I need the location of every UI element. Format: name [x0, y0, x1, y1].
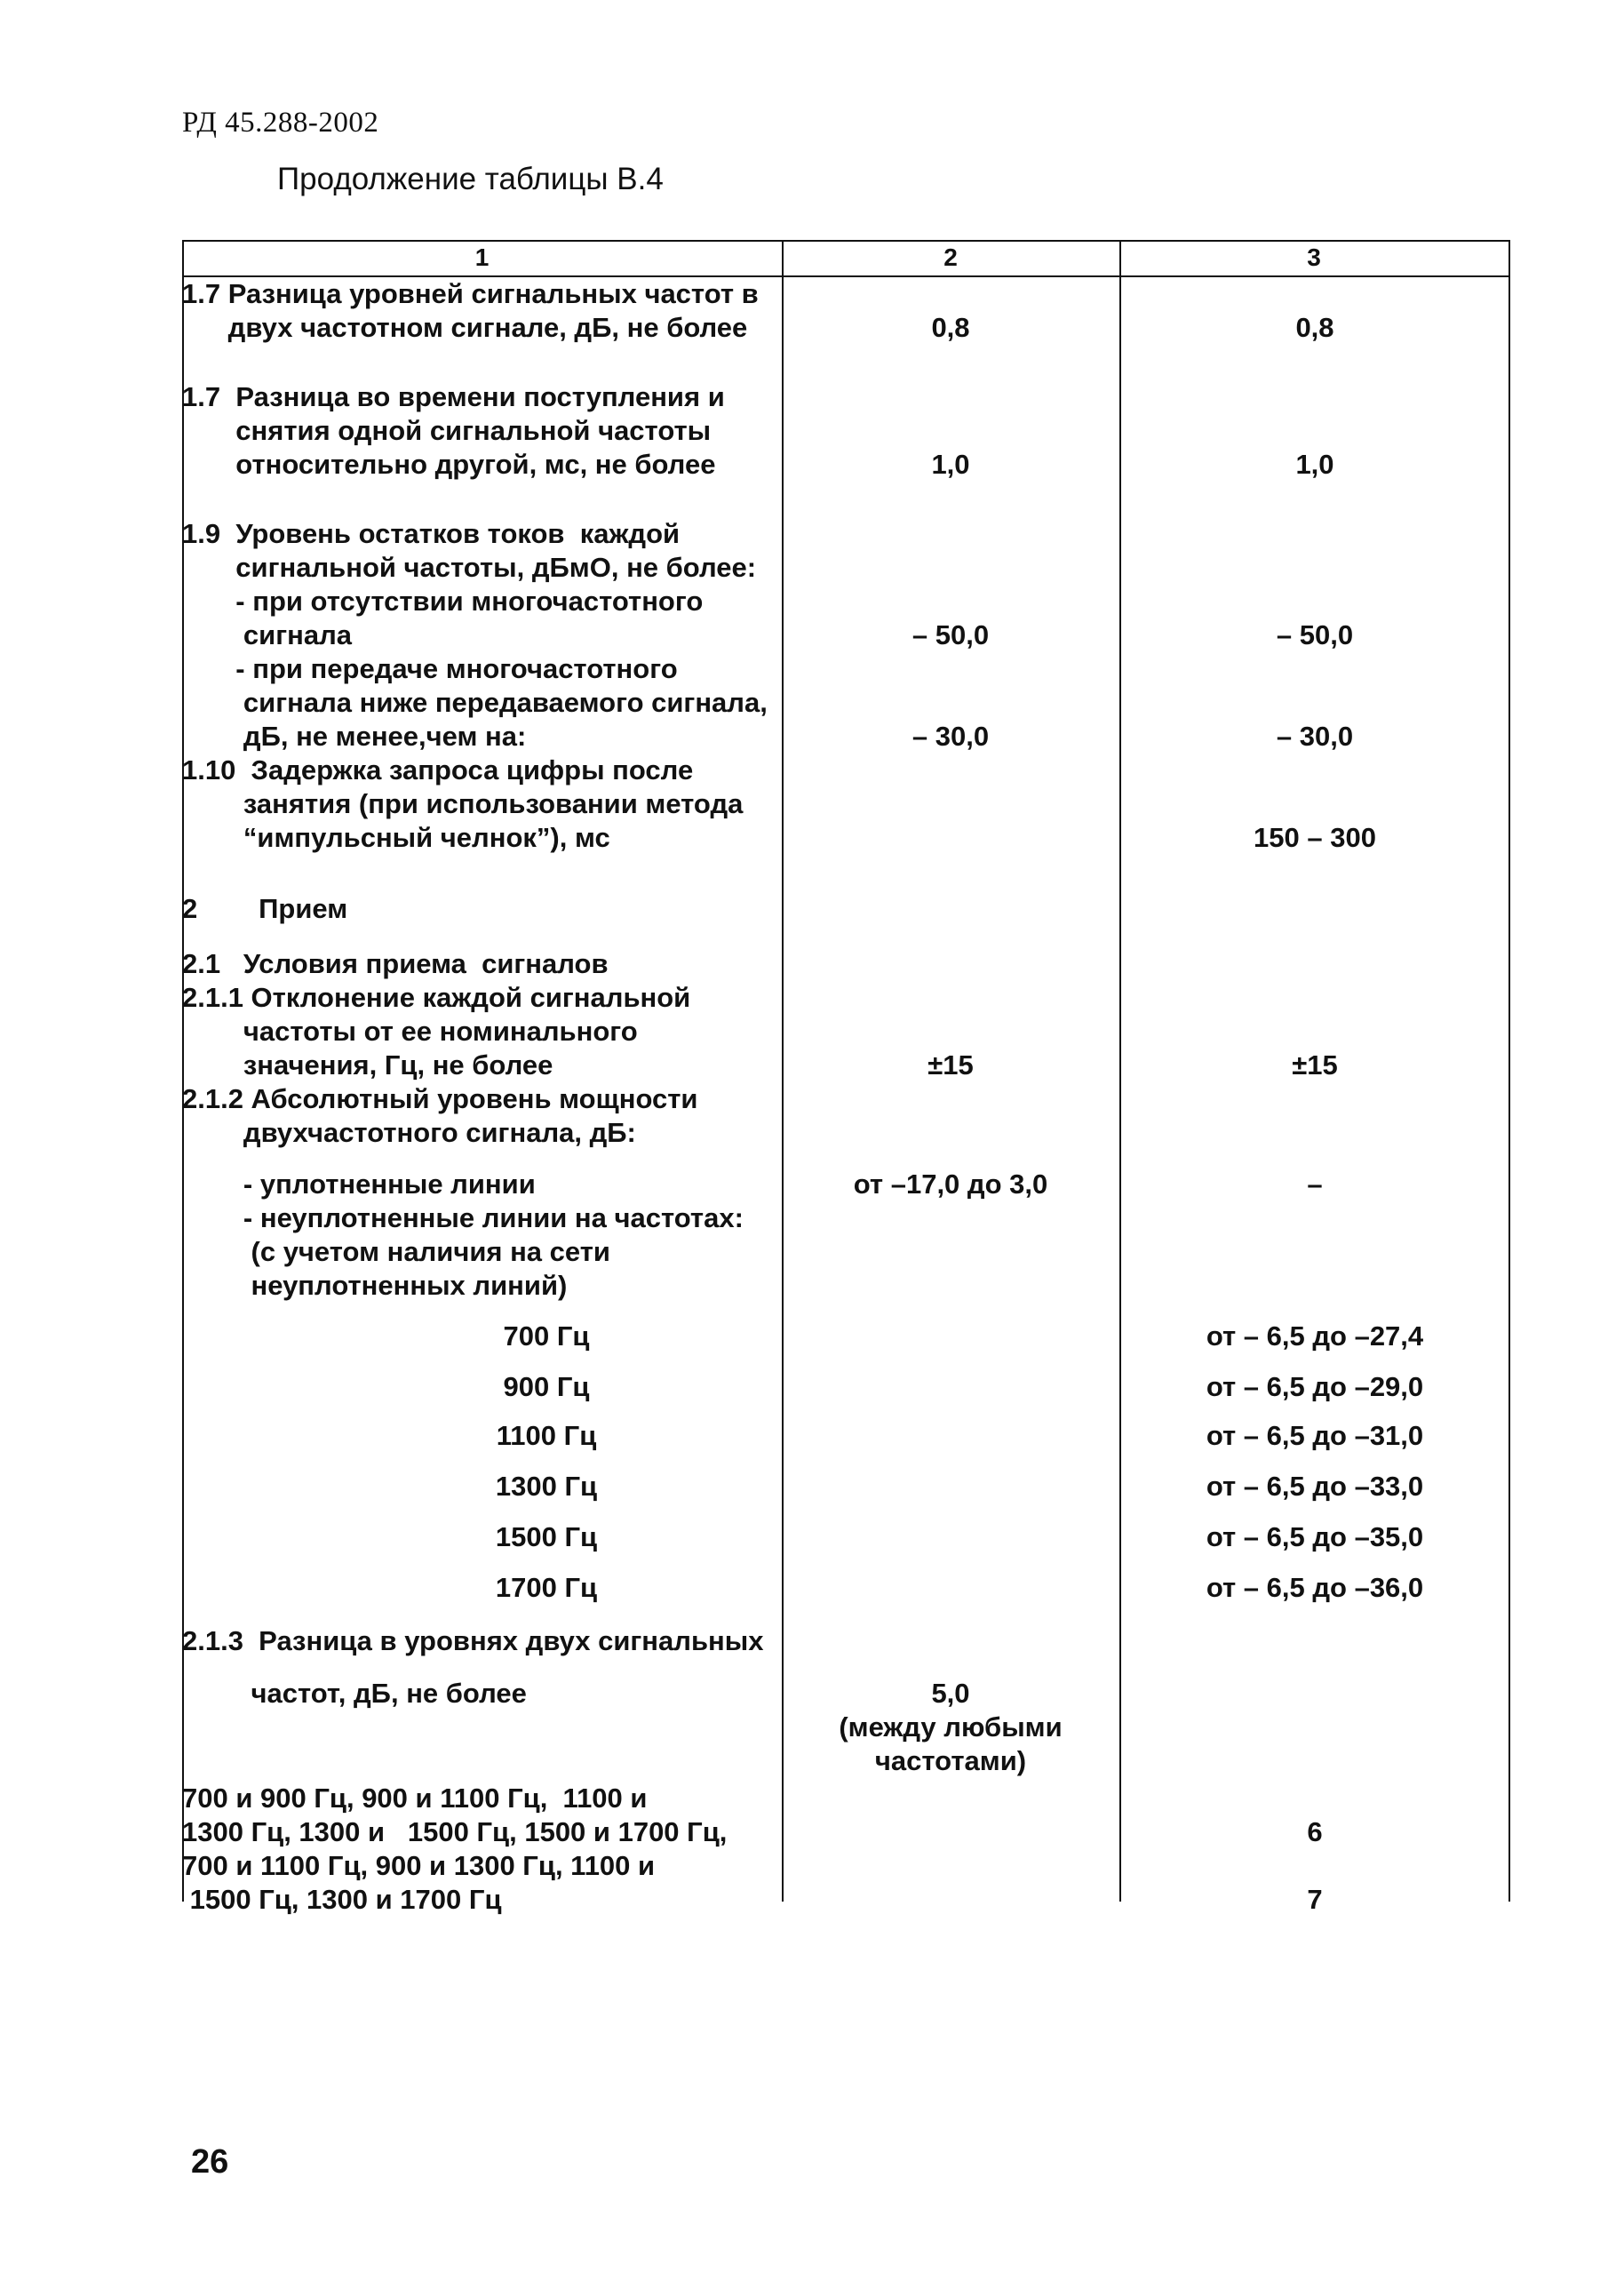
row-1-7b-line-2: снятия одной сигнальной частоты: [182, 415, 712, 446]
freq-1700-col3: от – 6,5 до –36,0: [1206, 1572, 1424, 1603]
row-unsealed-line-1: - неуплотненные линии на частотах:: [182, 1202, 744, 1233]
freq-900-col3: от – 6,5 до –29,0: [1206, 1371, 1424, 1402]
row-2-1-1-line-3: значения, Гц, не более: [182, 1049, 553, 1081]
column-header-3: 3: [1307, 243, 1321, 271]
row-sealed-lines: - уплотненные линии: [182, 1168, 536, 1200]
row-1-10-line-3: “импульсный челнок”), мс: [182, 822, 610, 853]
column-header-1: 1: [474, 243, 490, 271]
pairs-7-line-2: 1500 Гц, 1300 и 1700 Гц: [182, 1884, 502, 1915]
page-number: 26: [191, 2143, 229, 2181]
row-1-9-col3-b: – 30,0: [1276, 721, 1354, 752]
freq-700-col3: от – 6,5 до –27,4: [1206, 1320, 1424, 1352]
row-1-10-line-2: занятия (при использовании метода: [182, 788, 744, 819]
row-2-1-3-line-1: 2.1.3 Разница в уровнях двух сигнальных: [182, 1625, 764, 1656]
row-2-1-1-col3: ±15: [1292, 1049, 1338, 1081]
row-1-9-line-1: 1.9 Уровень остатков токов каждой: [182, 518, 681, 549]
freq-1700-label: 1700 Гц: [495, 1572, 598, 1603]
row-2-1-3-col2-line-1: 5,0: [931, 1678, 970, 1709]
column-divider-1: [782, 240, 784, 1902]
row-2-1-1-line-2: частоты от ее номинального: [182, 1016, 638, 1047]
pairs-7-line-1: 700 и 1100 Гц, 900 и 1300 Гц, 1100 и: [182, 1850, 656, 1881]
row-1-7b-line-1: 1.7 Разница во времени поступления и: [182, 381, 725, 412]
column-divider-2: [1119, 240, 1121, 1902]
row-2-1-1-line-1: 2.1.1 Отклонение каждой сигнальной: [182, 982, 691, 1013]
row-1-9-line-6: сигнала ниже передаваемого сигнала,: [182, 687, 768, 718]
row-2-1-3-col2-line-3: частотами): [874, 1745, 1027, 1776]
spec-table: [182, 240, 1510, 1915]
row-unsealed-line-3: неуплотненных линий): [182, 1270, 568, 1301]
row-1-9-line-4: сигнала: [182, 619, 353, 650]
row-1-9-line-5: - при передаче многочастотного: [182, 653, 678, 684]
row-2-1-line-1: 2.1 Условия приема сигналов: [182, 948, 609, 979]
row-1-7a-col2: 0,8: [931, 312, 970, 343]
row-1-10-line-1: 1.10 Задержка запроса цифры после: [182, 754, 694, 786]
table-right-border: [1509, 240, 1510, 1902]
row-1-9-line-7: дБ, не менее,чем на:: [182, 721, 527, 752]
pairs-6-line-2: 1300 Гц, 1300 и 1500 Гц, 1500 и 1700 Гц,: [182, 1816, 728, 1847]
freq-1300-label: 1300 Гц: [495, 1471, 598, 1502]
pairs-7-col3: 7: [1307, 1884, 1323, 1915]
row-sealed-lines-col3: –: [1307, 1168, 1323, 1200]
row-1-7b-col3: 1,0: [1295, 449, 1334, 480]
row-2-1-2-line-2: двухчастотного сигнала, дБ:: [182, 1117, 636, 1148]
row-2-1-1-col2: ±15: [927, 1049, 974, 1081]
pairs-6-line-1: 700 и 900 Гц, 900 и 1100 Гц, 1100 и: [182, 1783, 648, 1814]
row-1-9-col3-a: – 50,0: [1276, 619, 1354, 650]
pairs-6-col3: 6: [1307, 1816, 1323, 1847]
row-1-9-col2-b: – 30,0: [912, 721, 990, 752]
row-sealed-lines-col2: от –17,0 до 3,0: [853, 1168, 1048, 1200]
row-1-7a-line-1: 1.7 Разница уровней сигнальных частот в: [182, 278, 759, 309]
freq-1300-col3: от – 6,5 до –33,0: [1206, 1471, 1424, 1502]
row-1-7a-col3: 0,8: [1295, 312, 1334, 343]
table-top-border: [182, 240, 1510, 242]
freq-700-label: 700 Гц: [503, 1320, 590, 1352]
freq-1500-label: 1500 Гц: [495, 1521, 598, 1552]
row-1-9-line-2: сигнальной частоты, дБмО, не более:: [182, 552, 757, 583]
freq-1100-label: 1100 Гц: [496, 1420, 597, 1451]
row-1-7a-line-2: двух частотном сигнале, дБ, не более: [182, 312, 748, 343]
row-2-1-3-line-2: частот, дБ, не более: [182, 1678, 527, 1709]
column-header-2: 2: [943, 243, 958, 271]
table-caption: Продолжение таблицы В.4: [277, 162, 664, 196]
freq-900-label: 900 Гц: [503, 1371, 590, 1402]
document-code: РД 45.288-2002: [182, 107, 379, 139]
row-1-9-col2-a: – 50,0: [912, 619, 990, 650]
row-2-1-2-line-1: 2.1.2 Абсолютный уровень мощности: [182, 1083, 698, 1114]
freq-1500-col3: от – 6,5 до –35,0: [1206, 1521, 1424, 1552]
row-unsealed-line-2: (с учетом наличия на сети: [182, 1236, 610, 1267]
row-1-9-line-3: - при отсутствии многочастотного: [182, 586, 704, 617]
row-2-line-1: 2 Прием: [182, 893, 348, 924]
row-1-7b-line-3: относительно другой, мс, не более: [182, 449, 716, 480]
freq-1100-col3: от – 6,5 до –31,0: [1206, 1420, 1424, 1451]
row-2-1-3-col2-line-2: (между любыми: [839, 1711, 1063, 1743]
row-1-7b-col2: 1,0: [931, 449, 970, 480]
row-1-10-col3: 150 – 300: [1254, 822, 1376, 853]
